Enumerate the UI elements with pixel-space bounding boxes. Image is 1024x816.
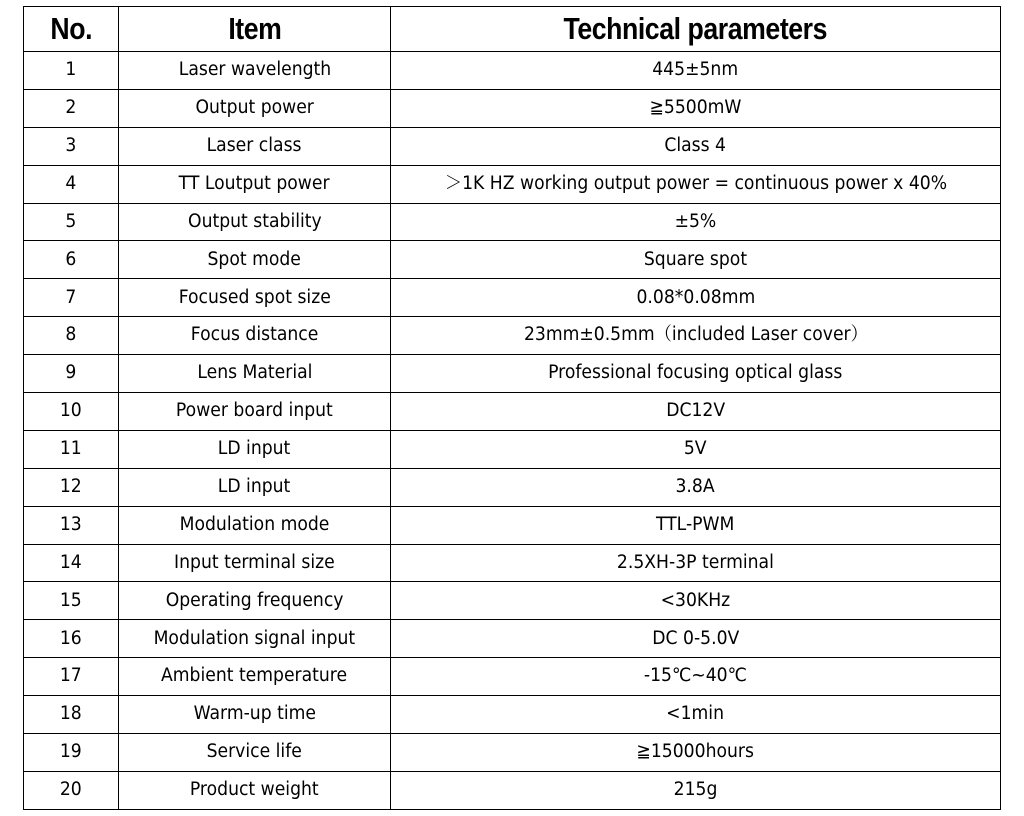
cell-value-text: DC 0-5.0V [651,627,740,649]
cell-item [119,203,391,241]
table-row [24,127,1001,165]
cell-item-text: Modulation mode [179,513,330,535]
cell-no-text: 6 [65,248,77,270]
cell-value [391,468,1001,506]
cell-value [391,430,1001,468]
cell-item [119,393,391,431]
cell-item-text: Warm-up time [193,703,316,725]
cell-no [24,393,119,431]
cell-value [391,393,1001,431]
cell-item-text: Spot mode [207,248,302,270]
cell-no [24,430,119,468]
cell-value [391,355,1001,393]
cell-item-text: Product weight [190,779,319,801]
cell-item [119,696,391,734]
cell-value-text: <1min [666,703,725,725]
cell-item [119,544,391,582]
cell-no-text: 14 [60,551,82,573]
cell-value [391,544,1001,582]
cell-no [24,620,119,658]
header-params [391,7,1001,52]
table-row [24,89,1001,127]
cell-value-text: 445±5nm [652,59,739,81]
table-row [24,544,1001,582]
cell-item [119,620,391,658]
cell-no-text: 19 [60,741,82,763]
cell-no [24,241,119,279]
cell-value-text: 215g [673,779,718,801]
cell-value-text: Professional focusing optical glass [548,362,843,384]
table-row [24,165,1001,203]
cell-value-text: 5V [684,438,707,460]
cell-value [391,696,1001,734]
header-no [24,7,119,52]
cell-no [24,127,119,165]
cell-no-text: 8 [65,324,77,346]
cell-item-text: Laser wavelength [178,59,331,81]
cell-item [119,506,391,544]
cell-item-text: TT Loutput power [179,172,330,194]
cell-item-text: Operating frequency [165,589,344,611]
cell-no [24,355,119,393]
cell-no-text: 5 [65,210,77,232]
cell-item-text: Focused spot size [178,286,331,308]
table-row [24,241,1001,279]
spec-table [23,6,1001,810]
cell-item [119,355,391,393]
table-header [24,7,1001,52]
cell-value [391,241,1001,279]
cell-item-text: Modulation signal input [153,627,356,649]
header-row [24,7,1001,52]
table-row [24,355,1001,393]
cell-item-text: Lens Material [196,362,313,384]
cell-item-text: Power board input [176,400,333,422]
table-row [24,468,1001,506]
cell-item-text: Output power [195,97,314,119]
cell-value-text: -15℃~40℃ [643,665,748,687]
header-no-label: No. [50,11,92,46]
cell-value [391,506,1001,544]
table-row [24,734,1001,772]
cell-no-text: 11 [60,438,82,460]
cell-value-text: ＞1K HZ working output power = continuous power x 40% [444,172,947,194]
cell-no-text: 9 [65,362,77,384]
cell-item [119,468,391,506]
cell-value-text: Class 4 [664,134,727,156]
cell-no [24,506,119,544]
table-row [24,393,1001,431]
table-row [24,279,1001,317]
cell-item-text: LD input [218,475,291,497]
cell-item [119,658,391,696]
cell-value-text: <30KHz [660,589,731,611]
cell-no [24,771,119,809]
table-row [24,317,1001,355]
table-row [24,582,1001,620]
header-item [119,7,391,52]
cell-no-text: 12 [60,475,82,497]
cell-item-text: Focus distance [190,324,319,346]
cell-item-text: Input terminal size [174,551,335,573]
cell-value [391,317,1001,355]
cell-no [24,89,119,127]
cell-no-text: 10 [60,400,82,422]
cell-value [391,279,1001,317]
cell-no [24,696,119,734]
cell-value-text: 0.08*0.08mm [636,286,755,308]
cell-no [24,52,119,90]
cell-item-text: Service life [206,741,303,763]
cell-item-text: Ambient temperature [161,665,348,687]
cell-item [119,127,391,165]
cell-value [391,165,1001,203]
table-row [24,658,1001,696]
cell-no-text: 4 [65,172,77,194]
cell-value-text: 23mm±0.5mm（included Laser cover） [523,324,868,346]
cell-no [24,582,119,620]
cell-no-text: 1 [65,59,77,81]
cell-value-text: TTL-PWM [656,513,735,535]
cell-value-text: Square spot [643,248,748,270]
cell-no-text: 18 [60,703,82,725]
cell-no [24,317,119,355]
header-params-label: Technical parameters [563,11,828,46]
cell-value [391,89,1001,127]
cell-no-text: 17 [60,665,82,687]
cell-item [119,317,391,355]
table-row [24,430,1001,468]
cell-value [391,771,1001,809]
table-row [24,506,1001,544]
cell-item-text: Laser class [207,134,302,156]
cell-value-text: 3.8A [675,475,716,497]
cell-item [119,430,391,468]
table-row [24,52,1001,90]
cell-value [391,127,1001,165]
cell-no-text: 15 [60,589,82,611]
cell-item [119,771,391,809]
cell-item-text: Output stability [187,210,322,232]
cell-no-text: 3 [65,134,77,156]
cell-no [24,468,119,506]
cell-item [119,734,391,772]
cell-value [391,658,1001,696]
cell-no [24,203,119,241]
table-row [24,771,1001,809]
cell-item [119,52,391,90]
cell-no [24,544,119,582]
table-row [24,620,1001,658]
cell-item-text: LD input [218,438,291,460]
cell-no [24,165,119,203]
cell-value-text: ≧5500mW [649,97,742,119]
cell-value [391,620,1001,658]
cell-value-text: 2.5XH-3P terminal [617,551,774,573]
cell-no-text: 2 [65,97,77,119]
cell-item [119,241,391,279]
cell-no-text: 16 [60,627,82,649]
cell-no [24,734,119,772]
cell-value [391,734,1001,772]
cell-item [119,582,391,620]
cell-no [24,279,119,317]
cell-no-text: 7 [65,286,77,308]
cell-value-text: ≧15000hours [636,741,755,763]
cell-value [391,582,1001,620]
table-row [24,696,1001,734]
cell-item [119,279,391,317]
cell-item [119,89,391,127]
cell-value [391,52,1001,90]
table-body [24,52,1001,810]
cell-value-text: ±5% [674,210,717,232]
header-item-label: Item [227,11,282,46]
cell-no-text: 20 [60,779,82,801]
table-row [24,203,1001,241]
cell-no [24,658,119,696]
cell-value [391,203,1001,241]
cell-value-text: DC12V [666,400,725,422]
cell-no-text: 13 [60,513,82,535]
cell-item [119,165,391,203]
